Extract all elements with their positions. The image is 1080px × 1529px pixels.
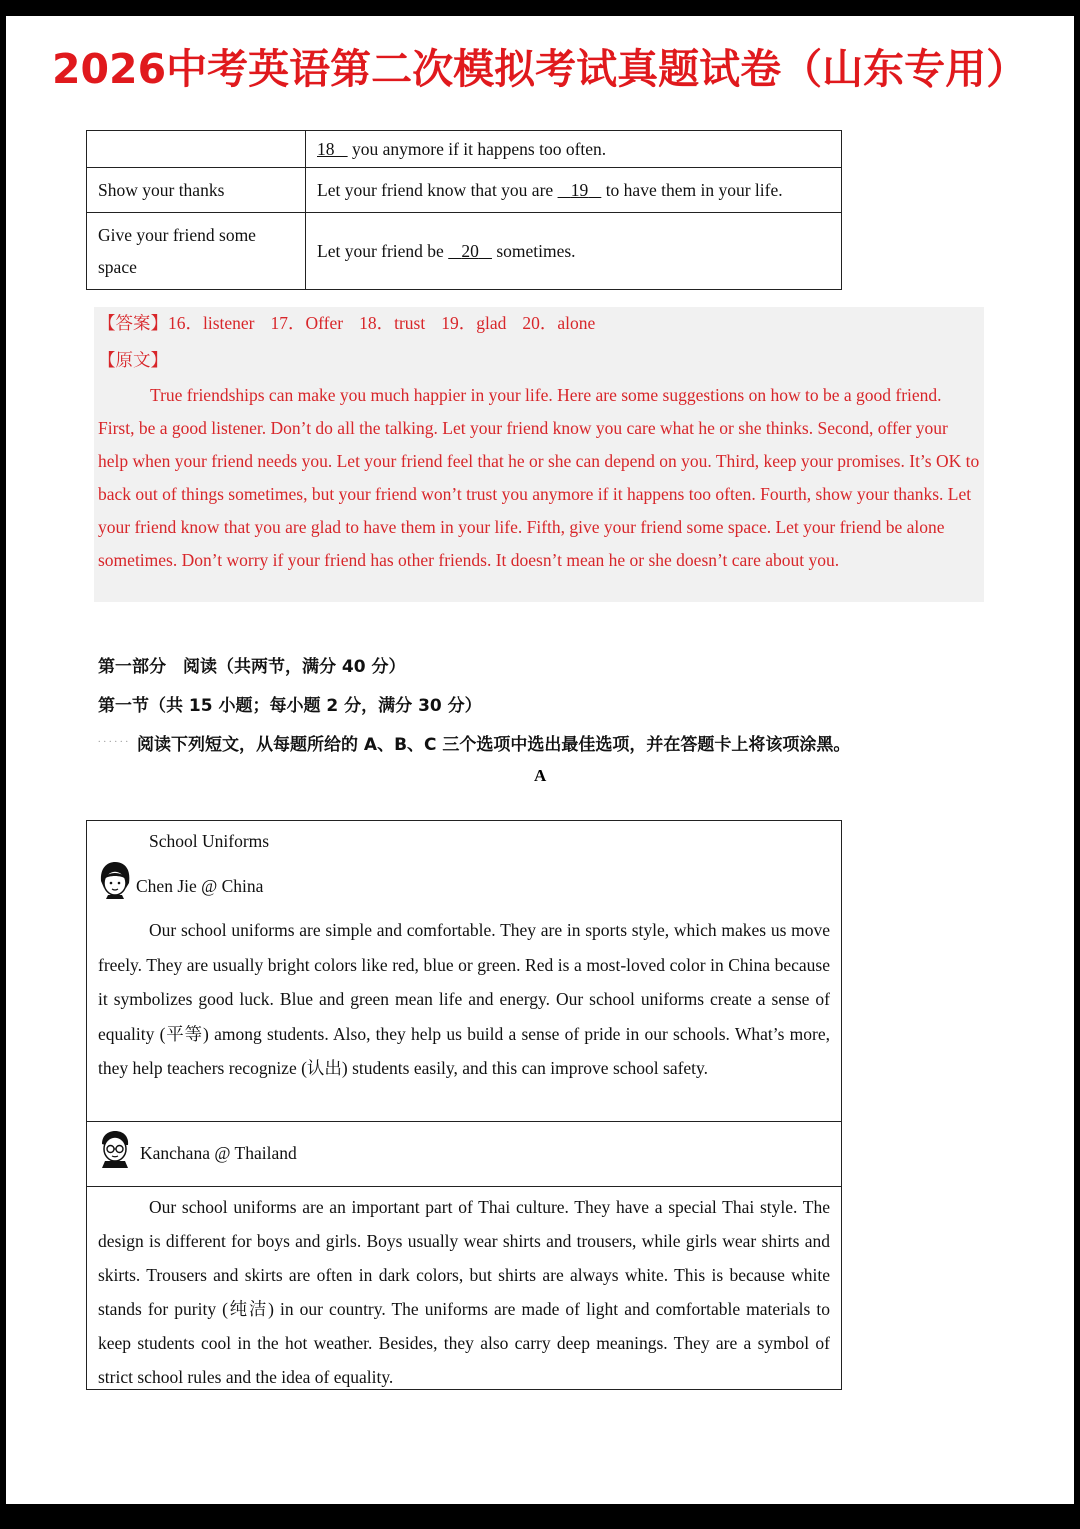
row1-text: you anymore if it happens too often.: [347, 139, 607, 159]
original-passage: True friendships can make you much happier in your life. Here are some suggestions on how to be a good friend. First, be a good listener. Don’t do all the talking. Let your friend know you care what he or she thinks. Second, offer your help when your friend needs you. Let your friend feel that he or she can depend on you. Third, keep your promises. It’s OK to back out of things sometimes, but your friend won’t trust you anymore if it happens too often. Fourth, show your thanks. Let your friend know that you are glad to have them in your life. Fifth, give your friend some space. Let your friend be alone sometimes. Don’t worry if your friend has other friends. It doesn’t mean he or she doesn’t care about you.: [98, 385, 980, 570]
answer-item: 16．listener: [168, 313, 255, 333]
author-chen-jie: Chen Jie @ China: [136, 876, 264, 896]
decorative-dots: ......: [98, 734, 131, 745]
passage-title: School Uniforms: [149, 831, 270, 851]
subsection-heading: 第一节（共 15 小题；每小题 2 分，满分 30 分）: [98, 696, 482, 716]
reading-passage-box: [86, 820, 842, 1390]
blank-18: 18: [317, 139, 335, 159]
document-page: [6, 16, 1074, 1504]
answer-label: 【答案】: [98, 313, 168, 333]
page-title: 2026中考英语第二次模拟考试真题试卷（山东专用）: [52, 45, 1028, 93]
fill-in-table: [86, 130, 842, 290]
table-cell-label: Give your friend some space: [87, 213, 306, 290]
author-kanchana: Kanchana @ Thailand: [140, 1143, 297, 1163]
girl-avatar-icon: [98, 861, 132, 899]
answer-item: 17．Offer: [270, 313, 344, 333]
passage-letter: A: [534, 766, 547, 785]
original-label: 【原文】: [98, 350, 168, 370]
divider: [87, 1121, 841, 1122]
table-row: [87, 213, 842, 290]
instruction-text: 阅读下列短文，从每题所给的 A、B、C 三个选项中选出最佳选项，并在答题卡上将该项涂黑。: [137, 735, 851, 755]
part-heading: 第一部分 阅读（共两节，满分 40 分）: [98, 657, 406, 677]
paragraph-china: Our school uniforms are simple and comfortable. They are in sports style, which makes us move freely. They are usually bright colors like red, blue or green. Red is a most-loved color in China because it symbolizes good luck. Blue and green mean life and energy. Our school uniforms create a sense of equality (平等) among students. Also, they help us build a sense of pride in our schools. What’s more, they help teachers recognize (认出) students easily, and this can improve school safety.: [98, 920, 830, 1078]
paragraph-thailand: Our school uniforms are an important part of Thai culture. They have a special Thai style. The design is different for boys and girls. Boys usually wear shirts and trousers, while girls wear shirts and skirts. Trousers and skirts are often in dark colors, but shirts are always white. This is because white stands for purity (纯洁) in our country. The uniforms are made of light and comfortable materials to keep students cool in the hot weather. Besides, they also carry deep meanings. They are a symbol of strict school rules and the idea of equality.: [98, 1197, 830, 1387]
table-cell: Let your friend be 20 sometimes.: [306, 213, 842, 290]
divider: [87, 1186, 841, 1187]
answer-section: [94, 307, 984, 602]
answer-item: 20．alone: [522, 313, 596, 333]
table-row: [87, 131, 842, 168]
answer-item: 19．glad: [441, 313, 507, 333]
table-cell: Let your friend know that you are 19 to have them in your life.: [306, 168, 842, 213]
table-cell-label: Show your thanks: [87, 168, 306, 213]
boy-avatar-icon: [98, 1130, 132, 1168]
table-cell: [306, 131, 842, 168]
answer-line: [98, 310, 611, 335]
table-row: [87, 168, 842, 213]
blank-20: 20: [461, 241, 479, 261]
blank-19: 19: [570, 180, 589, 200]
answer-item: 18．trust: [359, 313, 426, 333]
table-cell-empty: [87, 131, 306, 168]
